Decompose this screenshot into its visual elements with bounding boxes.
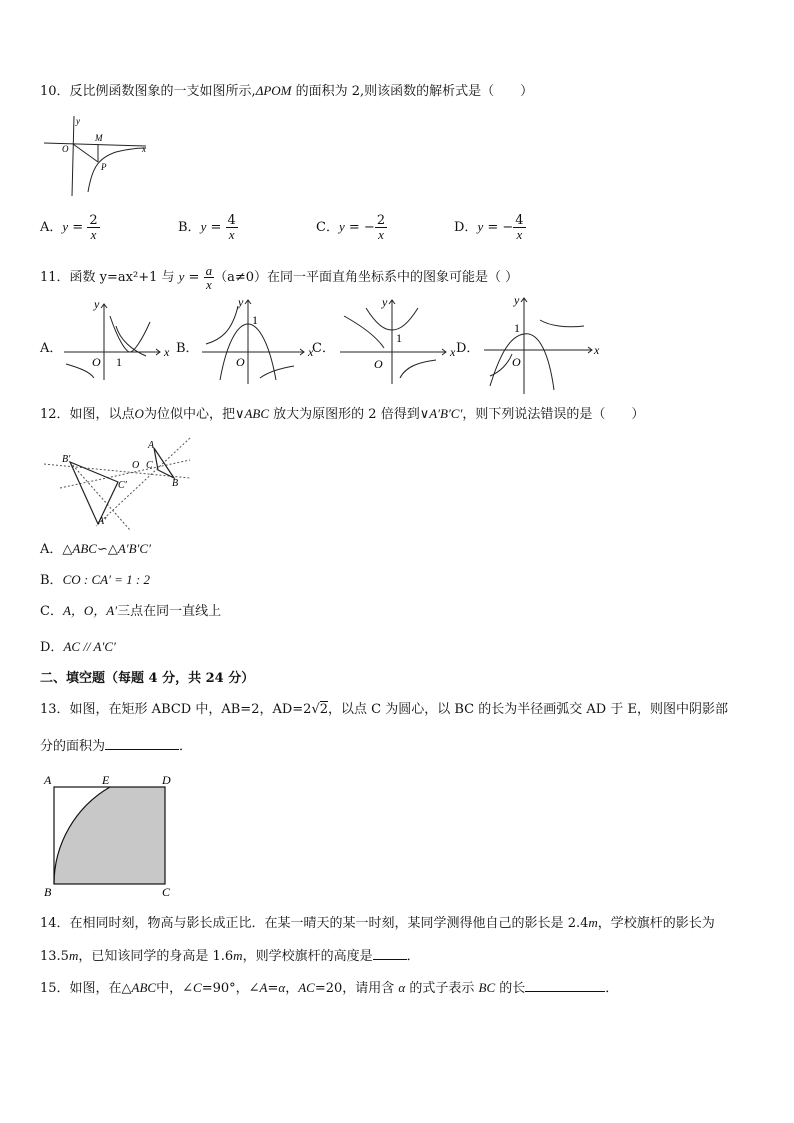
q11d-one: 1 bbox=[514, 321, 520, 335]
q11-stem: 11．函数 y=ax²+1 与 y = $\frac{a}{x}$ （a≠0）在同一平面直角坐标系中的图象可能是（ ） bbox=[40, 263, 519, 292]
q11b-one: 1 bbox=[252, 313, 258, 327]
q12-o-label: O bbox=[132, 460, 140, 471]
q11-graph-c bbox=[336, 296, 456, 384]
q11b-x: x bbox=[308, 345, 314, 359]
q11c-y: y bbox=[382, 295, 388, 309]
q11d-o: O bbox=[512, 355, 521, 369]
q13-b-label: B bbox=[44, 885, 52, 899]
q10-p-label: P bbox=[101, 162, 107, 172]
q12-a1-label: A′ bbox=[98, 516, 107, 527]
q11-option-c[interactable]: C． bbox=[312, 341, 335, 356]
q12-option-d[interactable]: D．AC // A′C′ bbox=[40, 639, 116, 655]
q11a-y: y bbox=[94, 297, 100, 311]
q13-figure bbox=[40, 770, 180, 898]
q10-o-label: O bbox=[62, 144, 69, 154]
q11-graph-b bbox=[198, 296, 318, 384]
section-2-title: 二、填空题（每题 4 分，共 24 分） bbox=[40, 671, 255, 686]
q10-x-label: x bbox=[142, 144, 146, 154]
q10-option-d[interactable]: D．y = − $\frac{4}{x}$ bbox=[454, 213, 524, 242]
q11b-y: y bbox=[238, 295, 244, 309]
q12-c1-label: C′ bbox=[118, 480, 127, 491]
q11c-x: x bbox=[450, 345, 456, 359]
q12-c-label: C bbox=[146, 460, 153, 471]
q12-stem: 12．如图，以点O为位似中心，把∨ABC 放大为原图形的 2 倍得到∨A′B′C′，则下列说法错误的是（ ） bbox=[40, 406, 645, 422]
q12-option-c[interactable]: C．A，O，A′三点在同一直线上 bbox=[40, 603, 222, 619]
q12-a-label: A bbox=[148, 440, 155, 451]
q11b-o: O bbox=[236, 355, 245, 369]
q14-line2: 13.5m，已知该同学的身高是 1.6m，则学校旗杆的高度是 ． bbox=[40, 948, 420, 964]
q10-y-label: y bbox=[76, 116, 80, 126]
q12-option-a[interactable]: A．△ABC∽△A′B′C′ bbox=[40, 541, 151, 557]
q10-figure bbox=[40, 112, 152, 198]
q11c-o: O bbox=[374, 357, 383, 371]
q13-d-label: D bbox=[162, 773, 171, 787]
q13-c-label: C bbox=[162, 885, 171, 899]
q11-graph-d bbox=[480, 294, 604, 394]
q10-m-label: M bbox=[95, 133, 103, 143]
q12-figure bbox=[40, 436, 200, 532]
q11d-y: y bbox=[514, 293, 520, 307]
q11a-one: 1 bbox=[116, 355, 122, 369]
q14-answer-blank[interactable] bbox=[373, 946, 407, 960]
q11d-x: x bbox=[594, 343, 600, 357]
q12-b-label: B bbox=[172, 478, 179, 489]
q11c-one: 1 bbox=[396, 331, 402, 345]
q11a-o: O bbox=[92, 355, 101, 369]
q13-line1: 13．如图，在矩形 ABCD 中，AB=2，AD=2√2，以点 C 为圆心，以 BC 的长为半径画弧交 AD 于 E，则图中阴影部 bbox=[40, 702, 728, 717]
q11-option-b[interactable]: B． bbox=[176, 341, 199, 356]
q12-b1-label: B′ bbox=[62, 454, 71, 465]
q13-a-label: A bbox=[44, 773, 52, 787]
q15-answer-blank[interactable] bbox=[525, 978, 605, 992]
q11-option-a[interactable]: A． bbox=[40, 341, 63, 356]
q13-line2: 分的面积为 ． bbox=[40, 736, 192, 756]
q11-graph-a bbox=[60, 296, 172, 380]
q10-option-a[interactable]: A．y = $\frac{2}{x}$ bbox=[40, 213, 98, 242]
q14-line1: 14．在相同时刻，物高与影长成正比．在某一晴天的某一时刻，某同学测得他自己的影长是 2.4m，学校旗杆的影长为 bbox=[40, 915, 715, 931]
q10-stem: 10．反比例函数图象的一支如图所示,ΔPOM 的面积为 2,则该函数的解析式是（ ） bbox=[40, 83, 534, 99]
q13-answer-blank[interactable] bbox=[105, 736, 179, 750]
q11-option-d[interactable]: D． bbox=[456, 341, 480, 356]
q12-option-b[interactable]: B．CO : CA′ = 1 : 2 bbox=[40, 572, 151, 588]
q10-option-c[interactable]: C．y = − $\frac{2}{x}$ bbox=[316, 213, 386, 242]
q13-e-label: E bbox=[102, 773, 110, 787]
q10-option-b[interactable]: B．y = $\frac{4}{x}$ bbox=[178, 213, 236, 242]
q11a-x: x bbox=[164, 345, 170, 359]
q15-line: 15．如图，在△ABC中，∠C=90°，∠A=α，AC=20，请用含 α 的式子表示 BC 的长 ． bbox=[40, 980, 619, 996]
